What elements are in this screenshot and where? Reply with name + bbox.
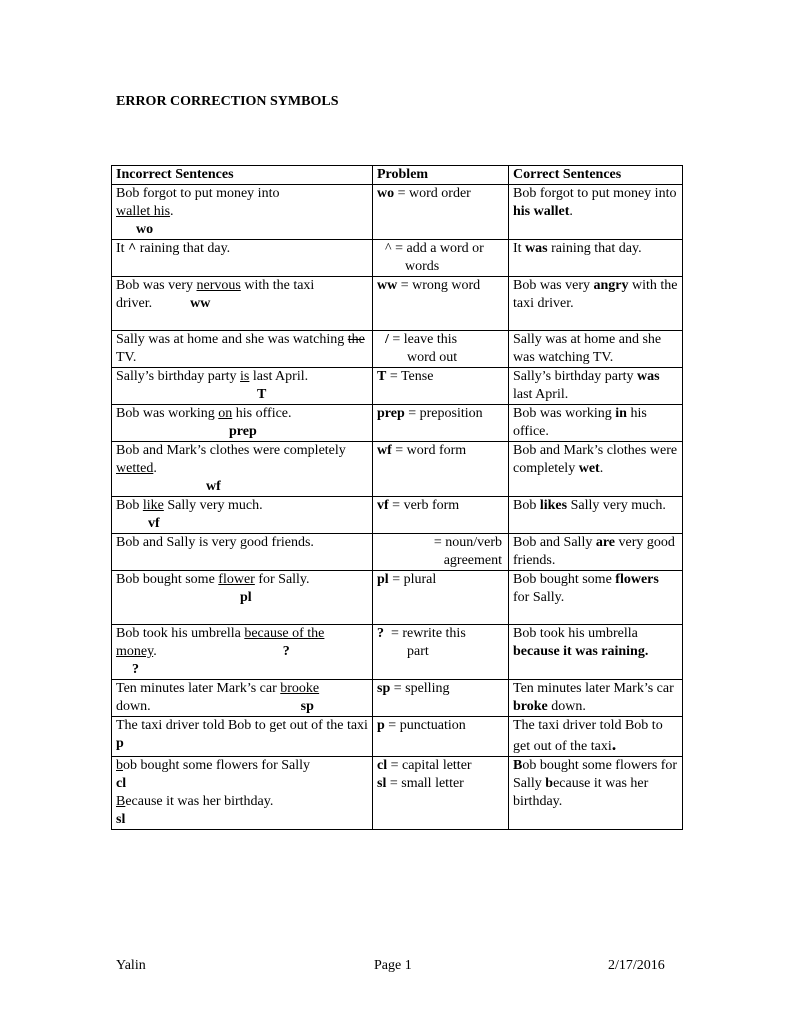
- incorrect-text: Sally was at home and she was watching: [116, 332, 348, 347]
- correction-bold: are: [595, 535, 616, 550]
- problem-desc: = Tense: [389, 369, 434, 384]
- problem-desc: = noun/verb: [433, 535, 502, 550]
- table-row: [112, 680, 683, 717]
- correction-bold: was: [637, 369, 660, 384]
- incorrect-cell: [112, 571, 373, 625]
- correct-text-end: for Sally.: [513, 590, 565, 605]
- incorrect-text-end: last April.: [249, 369, 309, 384]
- problem-code: pl: [377, 572, 389, 587]
- incorrect-text-end: for Sally.: [254, 572, 310, 587]
- error-mark-2: ?: [132, 662, 139, 677]
- correction-bold: likes: [539, 498, 568, 513]
- error-correction-table: [111, 165, 683, 830]
- error-mark: wf: [206, 479, 221, 494]
- correct-text-end: raining that day.: [547, 241, 642, 256]
- incorrect-text: Bob was very: [116, 278, 197, 293]
- problem-cell: [373, 717, 509, 757]
- problem-cell: [373, 680, 509, 717]
- correction-bold-2: b: [545, 776, 554, 791]
- problem-cell: [373, 185, 509, 240]
- incorrect-text: Bob took his umbrella: [116, 626, 245, 641]
- problem-cell: [373, 757, 509, 830]
- correction-bold: wet: [578, 461, 600, 476]
- problem-code: sp: [377, 681, 391, 696]
- problem-code: p: [377, 718, 385, 733]
- incorrect-cell: [112, 240, 373, 277]
- incorrect-text: ob bought some flowers for Sally: [123, 758, 311, 773]
- problem-cell: [373, 405, 509, 442]
- incorrect-text: Bob and Mark’s clothes were completely: [116, 443, 346, 458]
- correct-cell: [509, 497, 683, 534]
- incorrect-cell: [112, 625, 373, 680]
- error-mark: wo: [136, 222, 154, 237]
- correct-text: Bob was working: [513, 406, 616, 421]
- incorrect-cell: [112, 277, 373, 331]
- header-incorrect: Incorrect Sentences: [112, 166, 373, 185]
- error-underline: wetted: [116, 461, 154, 476]
- table-row: [112, 571, 683, 625]
- table-row: [112, 625, 683, 680]
- incorrect-text-end: raining that day.: [136, 241, 231, 256]
- error-mark: T: [257, 387, 267, 402]
- incorrect-text: The taxi driver told Bob to get out of the taxi: [116, 718, 368, 733]
- correction-bold: his wallet: [513, 204, 570, 219]
- correct-cell: [509, 240, 683, 277]
- error-underline: is: [240, 369, 250, 384]
- correct-text: Bob and Sally: [513, 535, 596, 550]
- problem-desc: = add a word or: [395, 241, 484, 256]
- problem-desc-2: words: [405, 259, 440, 274]
- problem-code: wf: [377, 443, 392, 458]
- footer-date: 2/17/2016: [608, 958, 665, 973]
- problem-code: T: [377, 369, 387, 384]
- correct-text: The taxi driver told Bob to get out of the taxi: [513, 718, 663, 754]
- correct-cell: [509, 185, 683, 240]
- problem-code: ^: [385, 241, 392, 256]
- table-row: [112, 331, 683, 368]
- problem-code: wo: [377, 186, 395, 201]
- table-header-row: [112, 166, 683, 185]
- incorrect-cell: [112, 717, 373, 757]
- incorrect-text-end: TV.: [116, 350, 137, 365]
- error-strikethrough: the: [347, 332, 365, 347]
- incorrect-text: It: [116, 241, 129, 256]
- correct-text-end: with the taxi driver.: [513, 278, 678, 311]
- incorrect-text: Bob: [116, 498, 143, 513]
- table-row: [112, 368, 683, 405]
- page-title: ERROR CORRECTION SYMBOLS: [116, 94, 339, 109]
- incorrect-cell: [112, 497, 373, 534]
- incorrect-cell: [112, 368, 373, 405]
- correct-text: Sally was at home and she was watching TV.: [513, 332, 662, 365]
- error-underline: like: [142, 498, 164, 513]
- problem-desc: = preposition: [408, 406, 483, 421]
- problem-cell: [373, 625, 509, 680]
- correct-text: Sally’s birthday party: [513, 369, 638, 384]
- problem-desc: = punctuation: [388, 718, 466, 733]
- table-row: [112, 534, 683, 571]
- incorrect-text: Bob bought some: [116, 572, 219, 587]
- table-row: [112, 185, 683, 240]
- table-row: [112, 405, 683, 442]
- correct-cell: [509, 368, 683, 405]
- incorrect-cell: [112, 534, 373, 571]
- incorrect-cell: [112, 680, 373, 717]
- problem-code: /: [385, 332, 389, 347]
- correction-bold: in: [615, 406, 627, 421]
- correct-cell: [509, 534, 683, 571]
- correct-text: It: [513, 241, 526, 256]
- error-underline: wallet his: [116, 204, 171, 219]
- correct-cell: [509, 442, 683, 497]
- problem-cell: [373, 571, 509, 625]
- problem-desc-2: = small letter: [389, 776, 464, 791]
- problem-code: prep: [377, 406, 405, 421]
- problem-cell: [373, 277, 509, 331]
- error-mark: cl: [116, 776, 127, 791]
- problem-desc-2: agreement: [443, 553, 502, 568]
- correction-bold: because it was raining.: [513, 644, 649, 659]
- problem-desc: = capital letter: [390, 758, 472, 773]
- error-underline: on: [218, 406, 233, 421]
- correction-bold: angry: [593, 278, 629, 293]
- incorrect-cell: [112, 331, 373, 368]
- correct-text-end: .: [569, 204, 573, 219]
- problem-code: vf: [377, 498, 389, 513]
- error-underline-2: B: [116, 794, 126, 809]
- problem-cell: [373, 442, 509, 497]
- problem-code-2: sl: [377, 776, 387, 791]
- incorrect-cell: [112, 405, 373, 442]
- error-mark: p: [116, 736, 124, 751]
- problem-desc: = rewrite this: [391, 626, 466, 641]
- incorrect-text-2: ecause it was her birthday.: [125, 794, 274, 809]
- incorrect-text: Bob and Sally is very good friends.: [116, 535, 314, 550]
- incorrect-cell: [112, 757, 373, 830]
- header-problem: Problem: [373, 166, 509, 185]
- correct-text-end: ecause it was her birthday.: [513, 776, 649, 809]
- correct-text: Bob: [513, 498, 540, 513]
- correct-text-end: .: [599, 461, 604, 476]
- correct-text-end: Sally very much.: [567, 498, 666, 513]
- error-mark: ?: [282, 644, 290, 659]
- problem-desc-2: part: [407, 644, 429, 659]
- table-row: [112, 497, 683, 534]
- problem-cell: [373, 240, 509, 277]
- correct-cell: [509, 757, 683, 830]
- incorrect-text-end: .: [153, 461, 157, 476]
- error-mark-2: sl: [116, 812, 126, 827]
- problem-cell: [373, 534, 509, 571]
- error-mark: pl: [240, 590, 252, 605]
- table-row: [112, 717, 683, 757]
- table-row: [112, 757, 683, 830]
- error-mark: sp: [300, 699, 314, 714]
- correct-text: Bob forgot to put money into: [513, 186, 677, 201]
- correct-text: ob bought some flowers for Sally: [513, 758, 678, 791]
- problem-desc: = word form: [395, 443, 467, 458]
- incorrect-text-end: down.: [116, 699, 151, 714]
- table-row: [112, 240, 683, 277]
- correct-cell: [509, 331, 683, 368]
- correct-text-end: down.: [547, 699, 586, 714]
- correction-bold: was: [525, 241, 548, 256]
- problem-desc: = word order: [397, 186, 471, 201]
- incorrect-text-end: Sally very much.: [163, 498, 263, 513]
- error-mark: ww: [190, 296, 211, 311]
- correct-cell: [509, 717, 683, 757]
- correct-text-end: his office.: [513, 406, 647, 439]
- correction-bold: .: [611, 734, 617, 754]
- correct-text: Bob and Mark’s clothes were completely: [513, 443, 678, 476]
- correct-cell: [509, 277, 683, 331]
- table-row: [112, 442, 683, 497]
- correction-bold: flowers: [615, 572, 659, 587]
- correction-bold: broke: [513, 699, 548, 714]
- problem-code: cl: [377, 758, 388, 773]
- correct-text: Bob was very: [513, 278, 594, 293]
- problem-desc: = wrong word: [400, 278, 481, 293]
- incorrect-cell: [112, 185, 373, 240]
- error-underline: because of the money: [116, 626, 325, 659]
- correct-text-end: very good friends.: [513, 535, 675, 568]
- incorrect-text-end: with the taxi driver.: [116, 278, 315, 311]
- problem-desc-2: word out: [407, 350, 458, 365]
- incorrect-cell: [112, 442, 373, 497]
- incorrect-text: Ten minutes later Mark’s car: [116, 681, 281, 696]
- correct-cell: [509, 625, 683, 680]
- incorrect-text-end: his office.: [232, 406, 292, 421]
- footer-page-number: Page 1: [374, 958, 412, 973]
- problem-cell: [373, 331, 509, 368]
- problem-desc: = spelling: [393, 681, 450, 696]
- correct-text-end: last April.: [513, 387, 569, 402]
- caret-mark: ^: [128, 241, 137, 256]
- problem-cell: [373, 368, 509, 405]
- incorrect-text: Bob was working: [116, 406, 219, 421]
- problem-desc: = verb form: [392, 498, 460, 513]
- correction-bold: B: [513, 758, 523, 773]
- correct-text: Bob took his umbrella: [513, 626, 638, 641]
- problem-code: ww: [377, 278, 398, 293]
- error-mark: prep: [229, 424, 257, 439]
- table-row: [112, 277, 683, 331]
- incorrect-text-end: .: [170, 204, 174, 219]
- footer-author: Yalin: [116, 958, 146, 973]
- correct-cell: [509, 680, 683, 717]
- error-underline: brooke: [280, 681, 320, 696]
- incorrect-text: Sally’s birthday party: [116, 369, 241, 384]
- header-correct: Correct Sentences: [509, 166, 683, 185]
- correct-text: Bob bought some: [513, 572, 616, 587]
- problem-code: ?: [377, 626, 384, 641]
- error-underline: b: [116, 758, 123, 773]
- correct-cell: [509, 571, 683, 625]
- problem-cell: [373, 497, 509, 534]
- error-mark: vf: [148, 516, 160, 531]
- problem-desc: = leave this: [392, 332, 458, 347]
- correct-cell: [509, 405, 683, 442]
- incorrect-text-end: .: [153, 644, 157, 659]
- error-underline: nervous: [196, 278, 241, 293]
- correct-text: Ten minutes later Mark’s car: [513, 681, 674, 696]
- incorrect-text: Bob forgot to put money into: [116, 186, 280, 201]
- error-underline: flower: [218, 572, 255, 587]
- problem-desc: = plural: [392, 572, 437, 587]
